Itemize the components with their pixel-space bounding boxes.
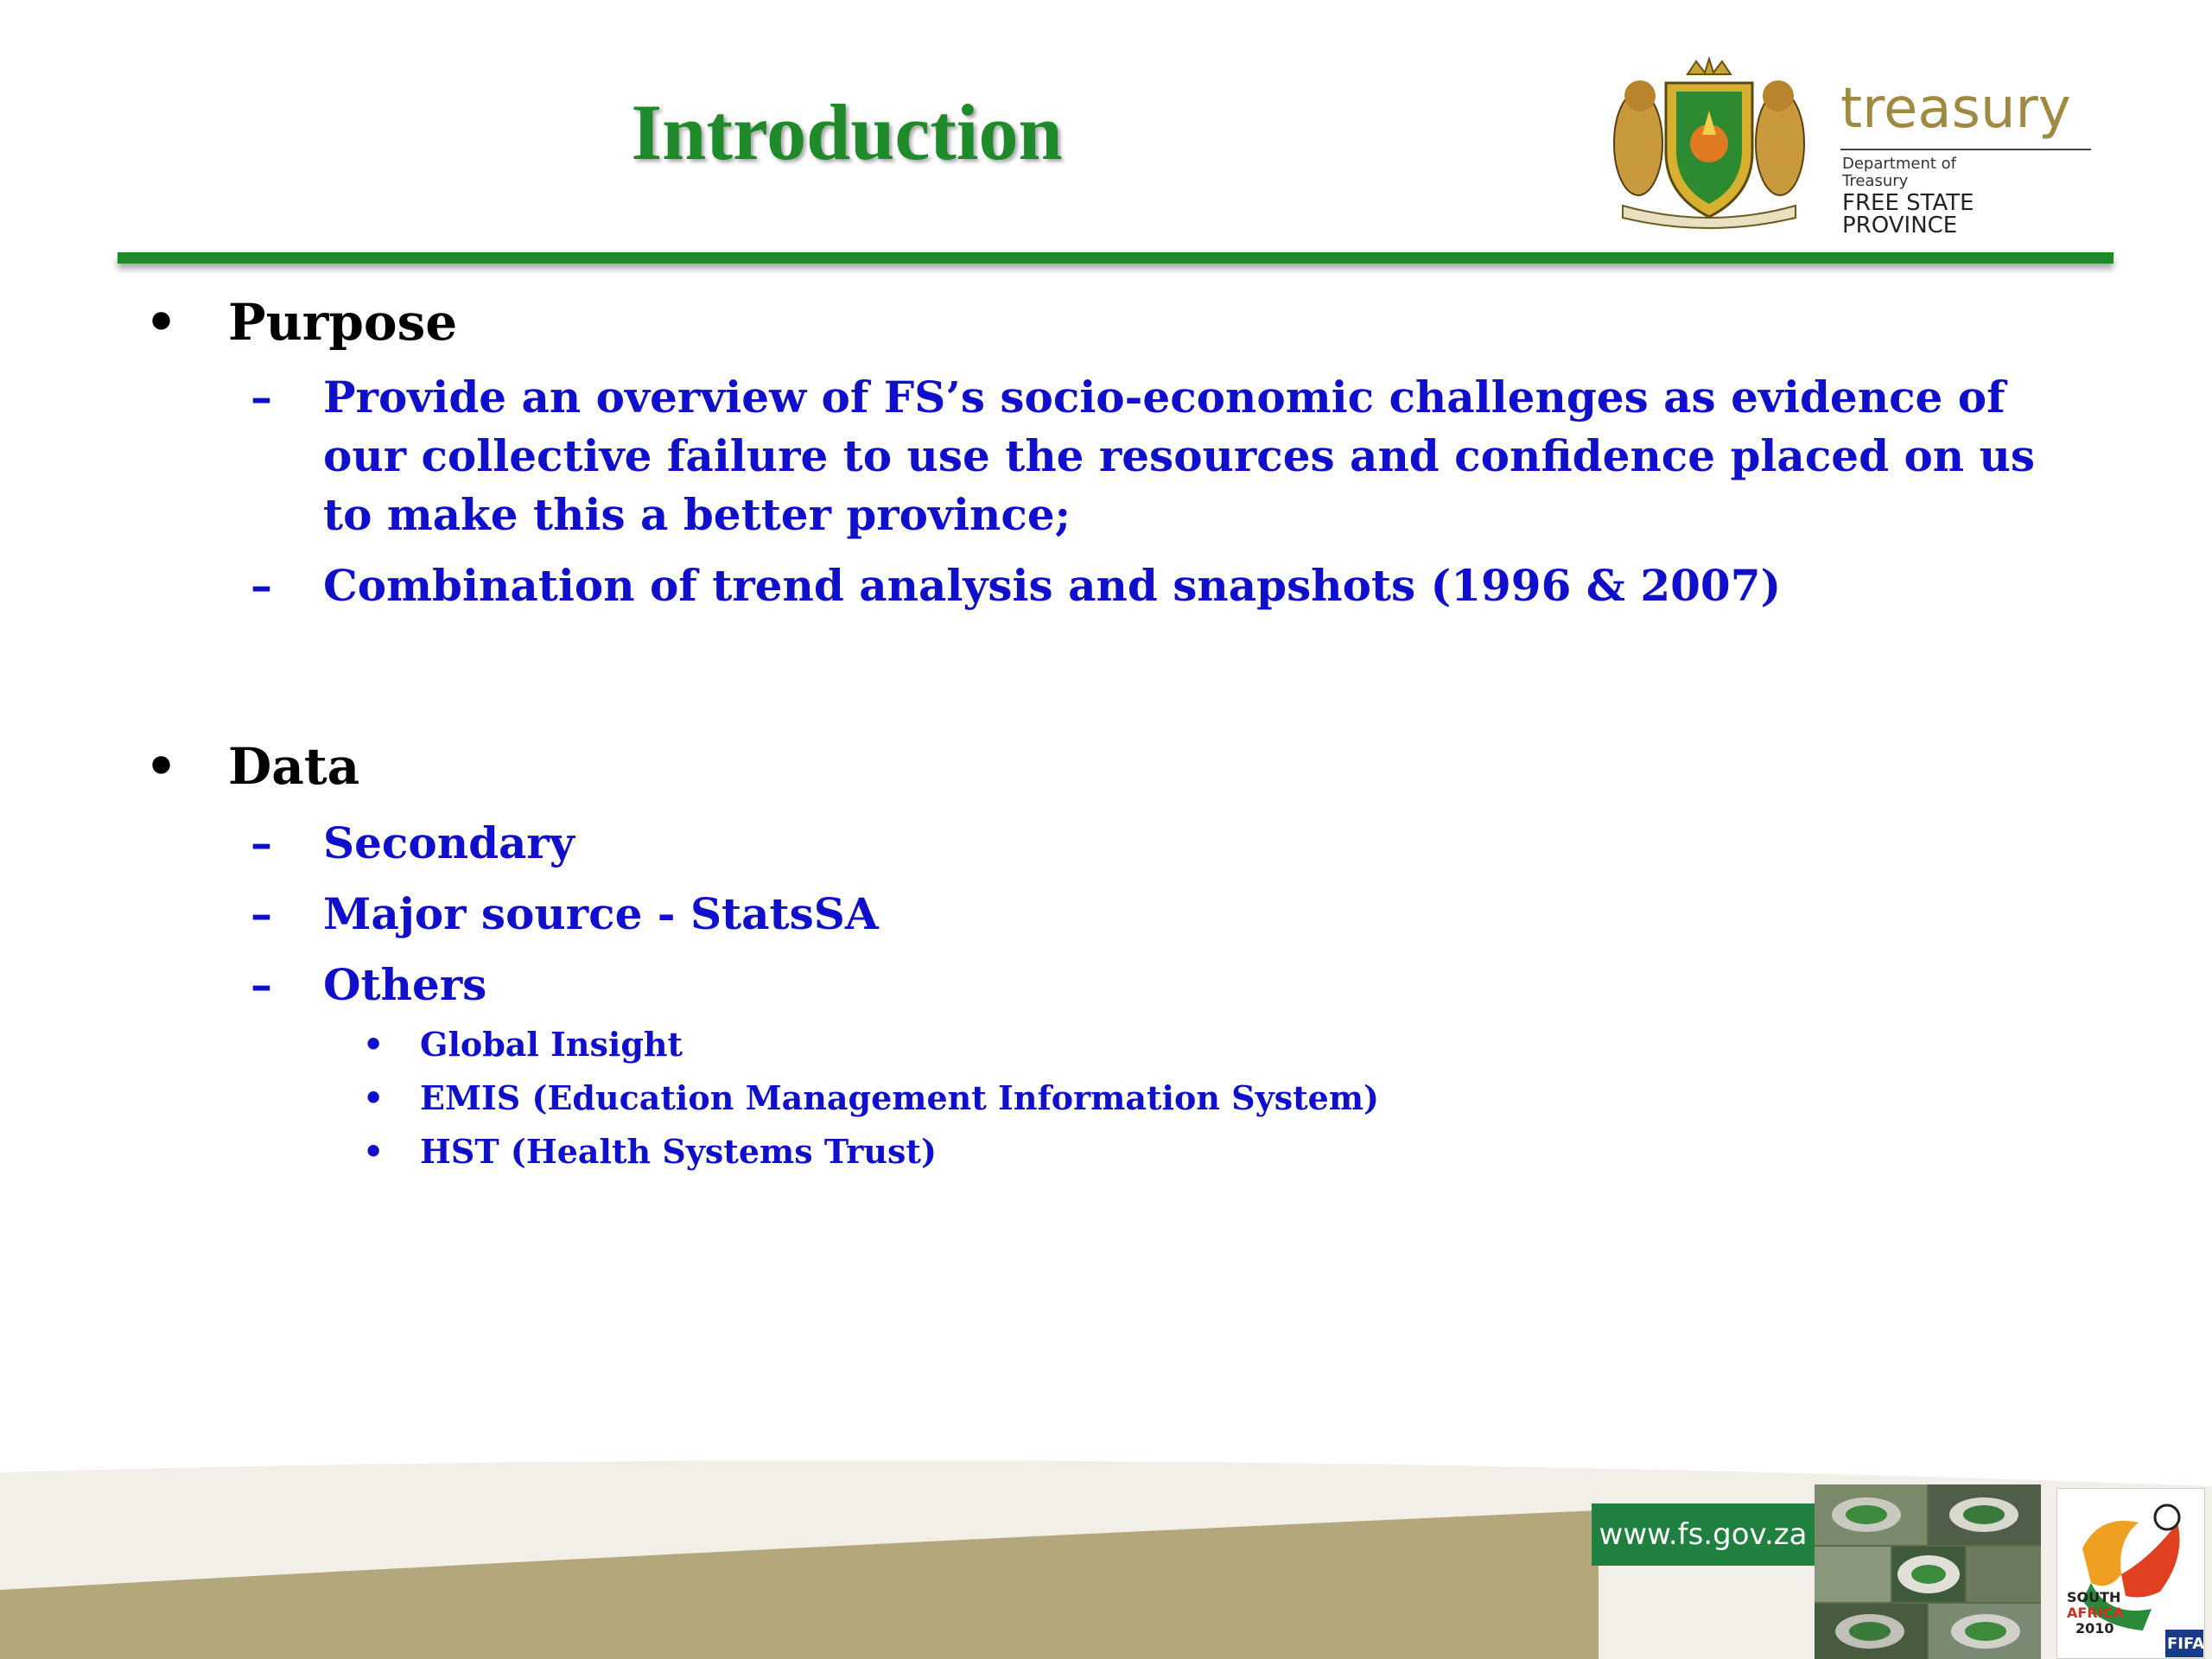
brand-divider <box>1840 149 2091 150</box>
purpose-heading-text: Purpose <box>228 293 458 352</box>
bullet-icon: • <box>145 737 178 796</box>
brand-department <box>1842 156 2015 190</box>
treasury-logo <box>1605 57 2089 238</box>
fifa-text-brand: FIFA <box>2167 1635 2205 1653</box>
fifa-text-year: 2010 <box>2075 1620 2114 1637</box>
fifa-world-cup-logo <box>2056 1488 2205 1659</box>
fifa-text-africa: AFRICA <box>2067 1605 2124 1621</box>
bullet-icon: • <box>363 1025 385 1064</box>
others-item-1-text: Global Insight <box>420 1025 683 1064</box>
purpose-heading <box>145 293 458 352</box>
bullet-icon: • <box>363 1078 385 1117</box>
brand-dept-line2: Treasury <box>1842 172 1909 190</box>
data-item-1 <box>251 814 2069 873</box>
data-item-2-text: Major source - StatsSA <box>323 888 879 939</box>
stadium-collage-icon <box>1815 1484 2041 1659</box>
purpose-item-2-text: Combination of trend analysis and snapshots (1996 & 2007) <box>323 560 1782 611</box>
coat-of-arms-icon <box>1605 57 1813 230</box>
dash-icon: – <box>251 959 272 1010</box>
data-item-3 <box>251 956 2069 1014</box>
title-rule <box>118 252 2113 264</box>
bullet-icon: • <box>145 293 178 352</box>
data-item-3-text: Others <box>323 959 487 1010</box>
others-item-2-text: EMIS (Education Management Information System) <box>420 1078 1380 1117</box>
dash-icon: – <box>251 888 272 939</box>
others-item-1 <box>363 1025 683 1064</box>
dash-icon: – <box>251 560 272 611</box>
data-item-1-text: Secondary <box>323 817 575 868</box>
data-item-2 <box>251 885 2069 944</box>
brand-dept-line1: Department of <box>1842 155 1956 173</box>
purpose-item-1 <box>251 368 2069 544</box>
fifa-text-south: SOUTH <box>2067 1589 2121 1605</box>
data-heading <box>145 737 360 796</box>
dash-icon: – <box>251 817 272 868</box>
data-heading-text: Data <box>228 737 360 796</box>
dash-icon: – <box>251 372 272 423</box>
slide-title: Introduction <box>631 88 1063 176</box>
purpose-item-1-text: Provide an overview of FS’s socio-economic challenges as evidence of our collective failure to use the resources and confidence placed on us to make this a better province; <box>323 372 2036 540</box>
others-item-3-text: HST (Health Systems Trust) <box>420 1132 937 1171</box>
bullet-icon: • <box>363 1132 385 1171</box>
purpose-item-2 <box>251 556 2069 615</box>
others-item-2 <box>363 1078 1380 1117</box>
brand-province: FREE STATE PROVINCE <box>1842 190 1974 238</box>
brand-word: treasury <box>1840 77 2071 141</box>
others-item-3 <box>363 1132 937 1171</box>
website-url: www.fs.gov.za <box>1592 1503 1815 1566</box>
